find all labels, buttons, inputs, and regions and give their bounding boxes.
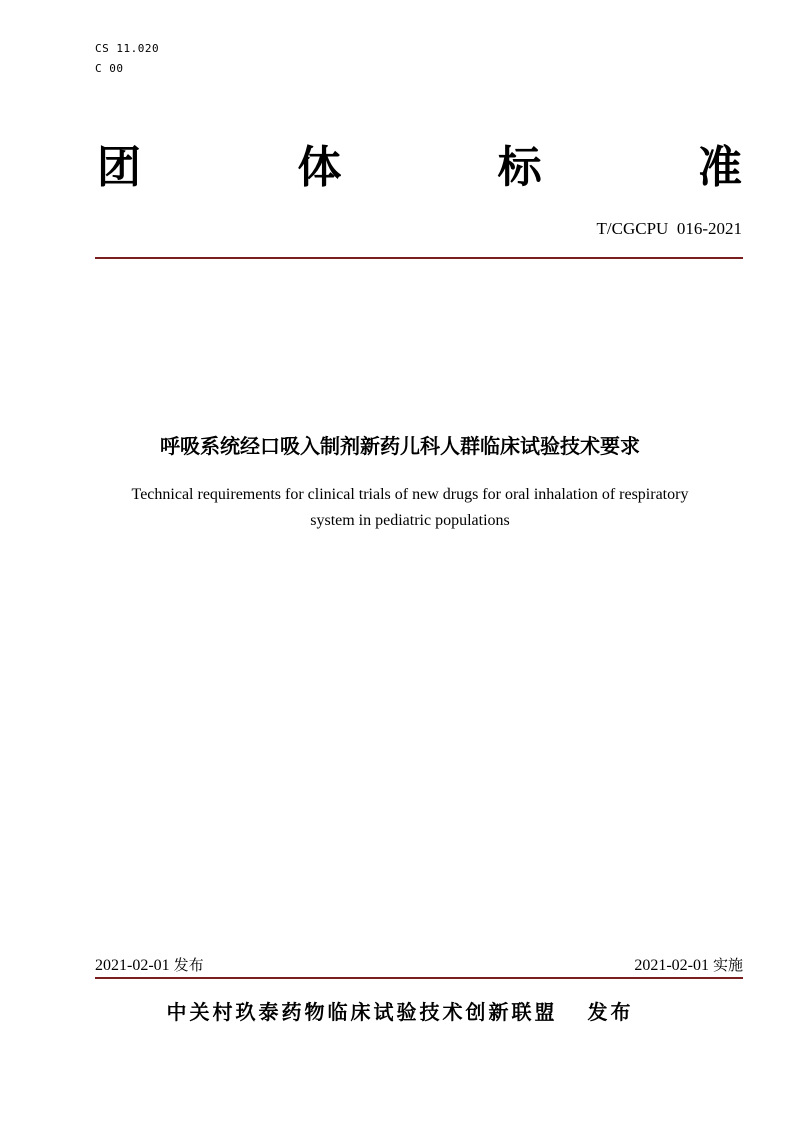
issue-date — [95, 954, 204, 977]
ccs-code: C 00 — [95, 62, 124, 75]
issuer-action: 发布 — [587, 1000, 634, 1024]
standard-type-title — [97, 143, 742, 193]
title-char: 准 — [697, 142, 742, 193]
title-char: 标 — [497, 142, 542, 193]
title-char: 团 — [97, 142, 141, 193]
implementation-date-value: 2021-02-01 — [634, 957, 709, 974]
issue-date-label: 发布 — [173, 956, 204, 974]
implementation-date — [634, 954, 743, 977]
issuer — [0, 998, 800, 1026]
bottom-divider — [95, 977, 743, 979]
implementation-date-label: 实施 — [712, 956, 743, 974]
top-divider — [95, 257, 743, 259]
issue-date-value: 2021-02-01 — [95, 957, 170, 974]
issuer-name: 中关村玖泰药物临床试验技术创新联盟 — [166, 1000, 558, 1024]
chinese-title: 呼吸系统经口吸入制剂新药儿科人群临床试验技术要求 — [160, 434, 640, 458]
title-char: 体 — [297, 142, 342, 193]
standard-number: T/CGCPU 016-2021 — [596, 219, 742, 238]
english-title: Technical requirements for clinical trials of new drugs for oral inhalation of respiratory system in pediatric populations — [131, 486, 689, 529]
ics-code: CS 11.020 — [95, 42, 160, 55]
